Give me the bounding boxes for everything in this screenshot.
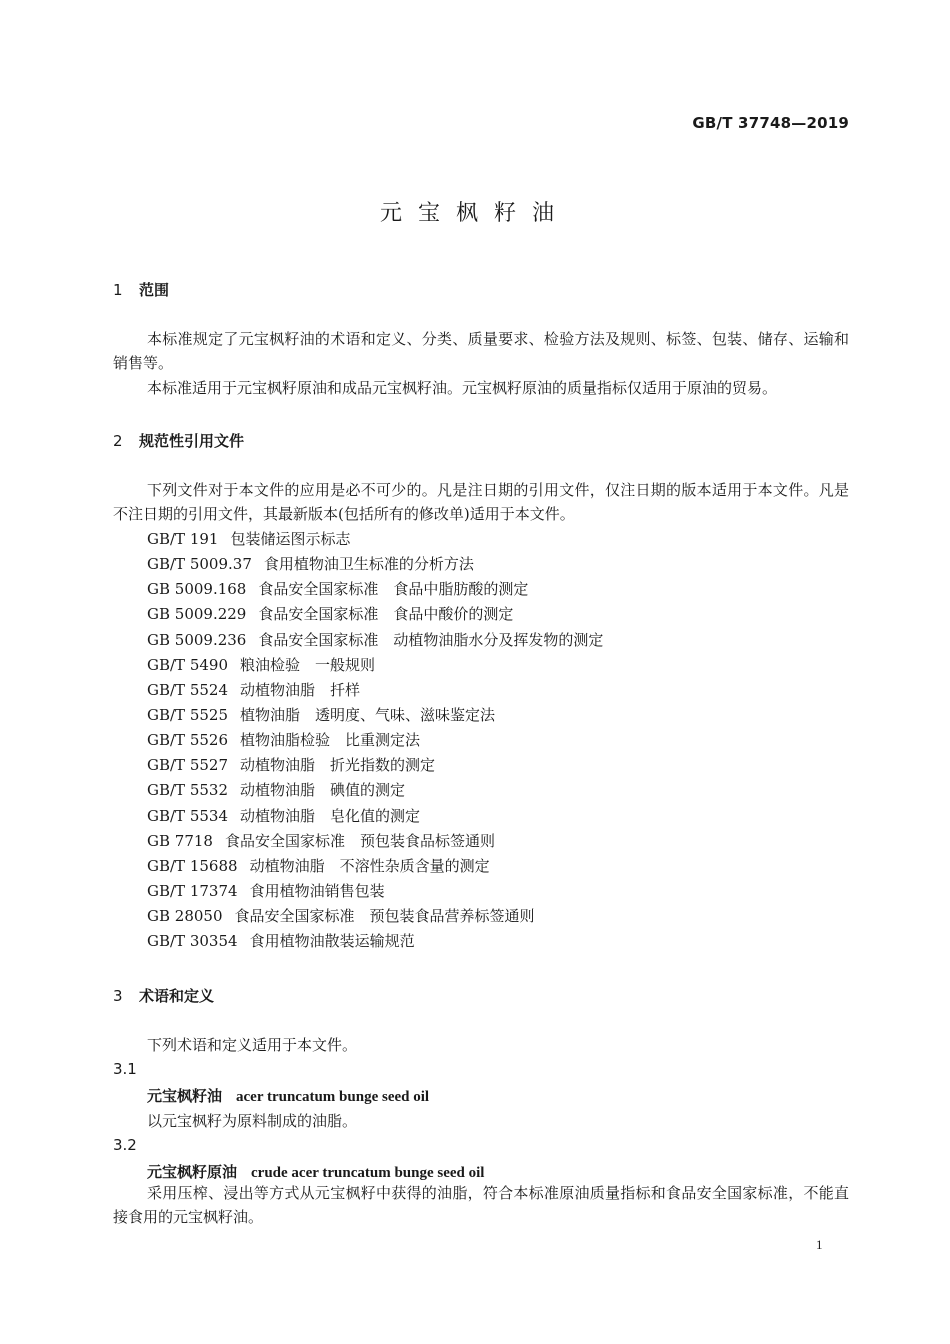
- reference-code: GB/T 5534: [147, 806, 229, 825]
- section-number: 3: [113, 987, 123, 1005]
- reference-code: GB/T 5525: [147, 705, 229, 724]
- term-name: [147, 1085, 429, 1106]
- section-heading-scope: [113, 279, 169, 300]
- paragraph: 本标准规定了元宝枫籽油的术语和定义、分类、质量要求、检验方法及规则、标签、包装、储存、运输和销售等。: [113, 330, 849, 372]
- reference-title: 动植物油脂 扦样: [240, 680, 361, 699]
- reference-title: 食用植物油散装运输规范: [249, 932, 415, 951]
- section-heading-normative-references: [113, 430, 244, 451]
- term-name-en: acer truncatum bunge seed oil: [236, 1089, 430, 1105]
- reference-title: 食品安全国家标准 食品中脂肪酸的测定: [258, 580, 529, 599]
- reference-code: GB/T 5532: [147, 781, 229, 800]
- section-intro: 下列术语和定义适用于本文件。: [147, 1036, 358, 1054]
- standard-code: GB/T 37748—2019: [692, 114, 849, 132]
- reference-title: 动植物油脂 皂化值的测定: [240, 806, 421, 825]
- reference-title: 食用植物油销售包装: [249, 881, 385, 900]
- list-item: [147, 829, 603, 854]
- reference-title: 食品安全国家标准 动植物油脂水分及挥发物的测定: [258, 630, 604, 649]
- term-number: 3.1: [113, 1060, 137, 1078]
- reference-code: GB/T 30354: [147, 932, 238, 951]
- section-number: 1: [113, 281, 123, 299]
- section-title: 范围: [139, 281, 170, 299]
- reference-code: GB/T 17374: [147, 881, 238, 900]
- term-name: [147, 1161, 484, 1182]
- list-item: [147, 854, 603, 879]
- reference-code: GB/T 5527: [147, 756, 229, 775]
- reference-title: 动植物油脂 不溶性杂质含量的测定: [249, 856, 490, 875]
- term-number: 3.2: [113, 1136, 137, 1154]
- reference-list: [147, 527, 603, 954]
- list-item: [147, 678, 603, 703]
- list-item: [147, 653, 603, 678]
- reference-title: 食品安全国家标准 预包装食品标签通则: [224, 831, 495, 850]
- reference-code: GB/T 191: [147, 530, 219, 548]
- term-name-en: crude acer truncatum bunge seed oil: [251, 1165, 485, 1181]
- term-name-cn: 元宝枫籽原油: [147, 1163, 238, 1181]
- section-number: 2: [113, 432, 123, 450]
- list-item: [147, 778, 603, 803]
- list-item: [147, 703, 603, 728]
- list-item: [147, 527, 603, 552]
- list-item: [147, 804, 603, 829]
- term-definition: 以元宝枫籽为原料制成的油脂。: [147, 1112, 358, 1130]
- section-title: 规范性引用文件: [139, 432, 245, 450]
- page-number: 1: [816, 1237, 823, 1252]
- reference-title: 食品安全国家标准 预包装食品营养标签通则: [234, 907, 535, 926]
- reference-code: GB/T 5526: [147, 731, 229, 750]
- list-item: [147, 904, 603, 929]
- reference-code: GB 7718: [147, 831, 213, 850]
- reference-code: GB 5009.168: [147, 580, 247, 599]
- reference-title: 包装储运图示标志: [230, 530, 351, 548]
- list-item: [147, 552, 603, 577]
- reference-code: GB 5009.236: [147, 630, 247, 649]
- reference-code: GB 5009.229: [147, 605, 247, 624]
- reference-code: GB/T 15688: [147, 856, 238, 875]
- reference-title: 动植物油脂 碘值的测定: [240, 781, 406, 800]
- list-item: [147, 602, 603, 627]
- list-item: [147, 753, 603, 778]
- list-item: [147, 728, 603, 753]
- paragraph: 下列文件对于本文件的应用是必不可少的。凡是注日期的引用文件，仅注日期的版本适用于本文件。凡是不注日期的引用文件，其最新版本(包括所有的修改单)适用于本文件。: [113, 481, 849, 523]
- reference-code: GB/T 5490: [147, 655, 229, 674]
- list-item: [147, 929, 603, 954]
- list-item: [147, 879, 603, 904]
- reference-code: GB/T 5009.37: [147, 555, 252, 574]
- section-heading-terms-definitions: [113, 985, 214, 1006]
- document-title: 元宝枫籽油: [379, 201, 570, 226]
- term-definition: 采用压榨、浸出等方式从元宝枫籽中获得的油脂，符合本标准原油质量指标和食品安全国家标准，不能直接食用的元宝枫籽油。: [113, 1184, 849, 1226]
- list-item: [147, 628, 603, 653]
- list-item: [147, 577, 603, 602]
- reference-code: GB/T 5524: [147, 680, 229, 699]
- reference-title: 动植物油脂 折光指数的测定: [240, 756, 436, 775]
- reference-title: 粮油检验 一般规则: [240, 655, 376, 674]
- reference-title: 食用植物油卫生标准的分析方法: [263, 555, 474, 574]
- section-title: 术语和定义: [139, 987, 215, 1005]
- reference-title: 食品安全国家标准 食品中酸价的测定: [258, 605, 514, 624]
- reference-title: 植物油脂检验 比重测定法: [240, 731, 421, 750]
- reference-title: 植物油脂 透明度、气味、滋味鉴定法: [240, 705, 496, 724]
- term-name-cn: 元宝枫籽油: [147, 1087, 223, 1105]
- paragraph: 本标准适用于元宝枫籽原油和成品元宝枫籽油。元宝枫籽原油的质量指标仅适用于原油的贸易。: [147, 379, 778, 397]
- reference-code: GB 28050: [147, 907, 223, 926]
